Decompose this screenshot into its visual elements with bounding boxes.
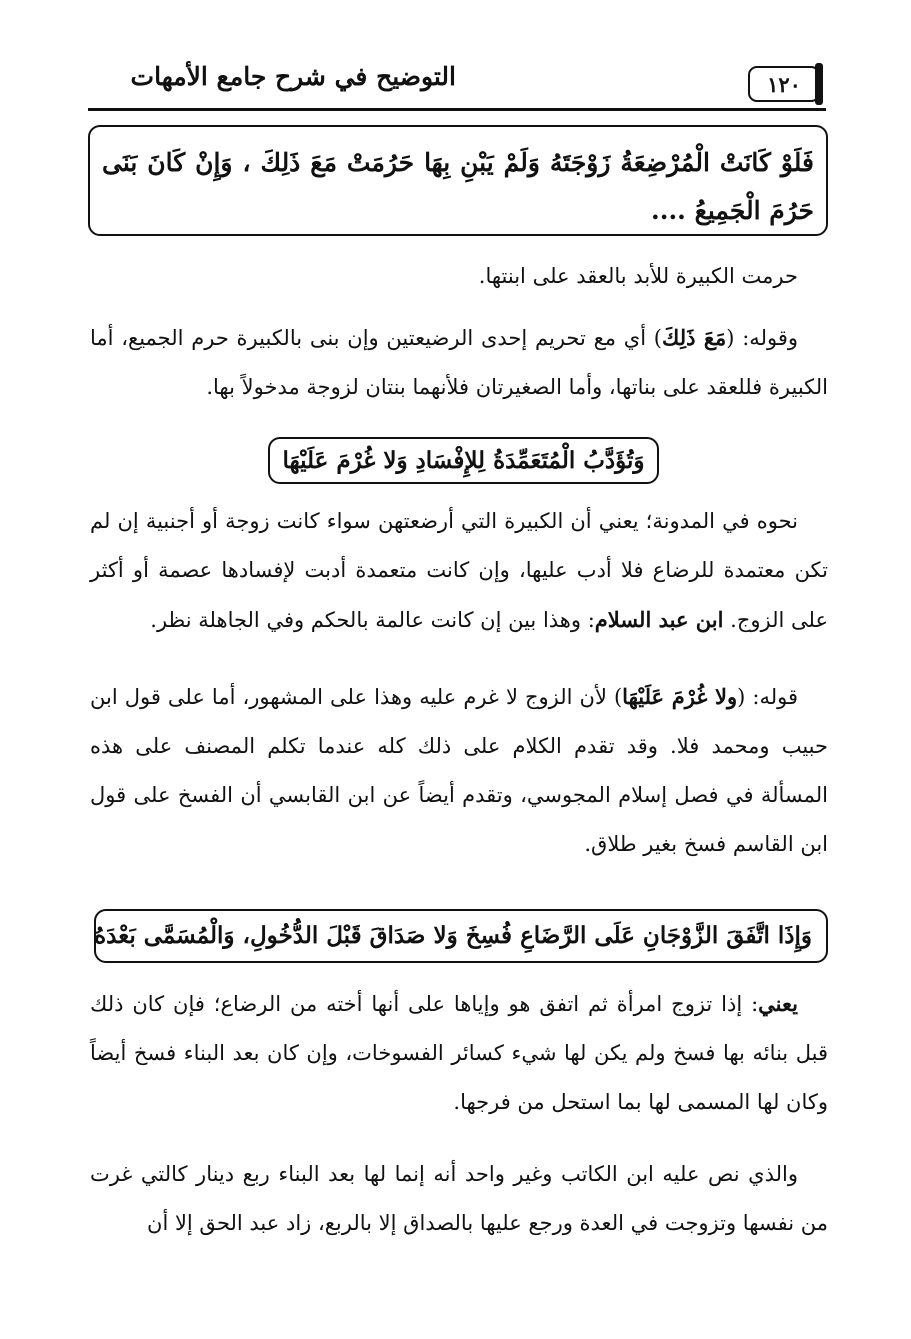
paragraph-4 (90, 672, 828, 869)
paragraph-2-open: وقوله: ( (726, 326, 798, 350)
cited-author: ابن عبد السلام (594, 607, 724, 632)
paragraph-5-text: : إذا تزوج امرأة ثم اتفق هو وإياها على أنها أخته من الرضاع؛ فإن كان ذلك قبل بنائه بها فسخ ولم يكن لها شيء كسائر الفسوخات، وإن كان بعد البناء فسخ أيضاً وكان لها المسمى لها بما استحل من فرجها. (90, 992, 828, 1114)
quoted-term: مَعَ ذَلِكَ (662, 325, 727, 350)
matn-box-1 (88, 125, 828, 236)
paragraph-1 (90, 252, 828, 301)
paragraph-6 (90, 1150, 828, 1248)
paragraph-4-open: قوله: ( (737, 685, 798, 709)
page-number-box-edge (815, 63, 823, 105)
matn-box-3 (94, 909, 828, 963)
paragraph-3-rest: : وهذا بين إن كانت عالمة بالحكم وفي الجاهلة نظر. (150, 608, 595, 632)
paragraph-2 (90, 313, 828, 412)
running-header-title: التوضيح في شرح جامع الأمهات (130, 62, 456, 91)
header-rule (88, 108, 826, 111)
paragraph-6-text: والذي نص عليه ابن الكاتب وغير واحد أنه إنما لها بعد البناء ربع دينار كالتي غرت من نفسها وتزوجت في العدة ورجع عليها بالصداق إلا بالربع، زاد عبد الحق إلا أن (90, 1162, 828, 1235)
page-number-box (748, 66, 820, 102)
matn-text-3: وَإِذَا اتَّفَقَ الزَّوْجَانِ عَلَى الرَّضَاعِ فُسِخَ وَلا صَدَاقَ قَبْلَ الدُّخُولِ، وَالْمُسَمَّى بَعْدَهُ (94, 922, 812, 949)
paragraph-1-text: حرمت الكبيرة للأبد بالعقد على ابنتها. (478, 264, 798, 288)
matn-box-2 (268, 437, 659, 484)
matn-text-2: وَتُؤَدَّبُ الْمُتَعَمِّدَةُ لِلإِفْسَادِ وَلا غُرْمَ عَلَيْهَا (282, 447, 645, 474)
paragraph-5 (90, 979, 828, 1127)
paragraph-2-rest: ) أي مع تحريم إحدى الرضيعتين وإن بنى بالكبيرة حرم الجميع، أما الكبيرة فللعقد على بناتها، وأما الصغيرتان فلأنهما بنتان لزوجة مدخولاً بها. (90, 326, 828, 399)
page-number: ١٢٠ (767, 71, 801, 97)
paragraph-3-text: نحوه في المدونة؛ يعني أن الكبيرة التي أرضعتهن سواء كانت زوجة أو أجنبية إن لم تكن معتمدة للرضاع فلا أدب عليها، وإن كانت متعمدة أدبت لإفسادها عصمة أو أكثر على الزوج. (90, 509, 828, 632)
paragraph-4-rest: ) لأن الزوج لا غرم عليه وهذا على المشهور، أما على قول ابن حبيب ومحمد فلا. وقد تقدم الكلام على ذلك كله عندما تكلم المصنف على هذه المسألة في فصل إسلام المجوسي، وتقدم أيضاً عن ابن القابسي أن الفسخ على قول ابن القاسم فسخ بغير طلاق. (90, 685, 828, 856)
matn-text-1: فَلَوْ كَانَتْ الْمُرْضِعَةُ زَوْجَتَهُ وَلَمْ يَبْنِ بِهَا حَرُمَتْ مَعَ ذَلِكَ ، وَإِنْ كَانَ بَنَى حَرُمَ الْجَمِيعُ .... (102, 148, 814, 225)
paragraph-3 (90, 497, 828, 645)
lead-word: يعني (758, 991, 798, 1016)
quoted-term: ولا غُرْمَ عَلَيْهَا (622, 684, 738, 709)
